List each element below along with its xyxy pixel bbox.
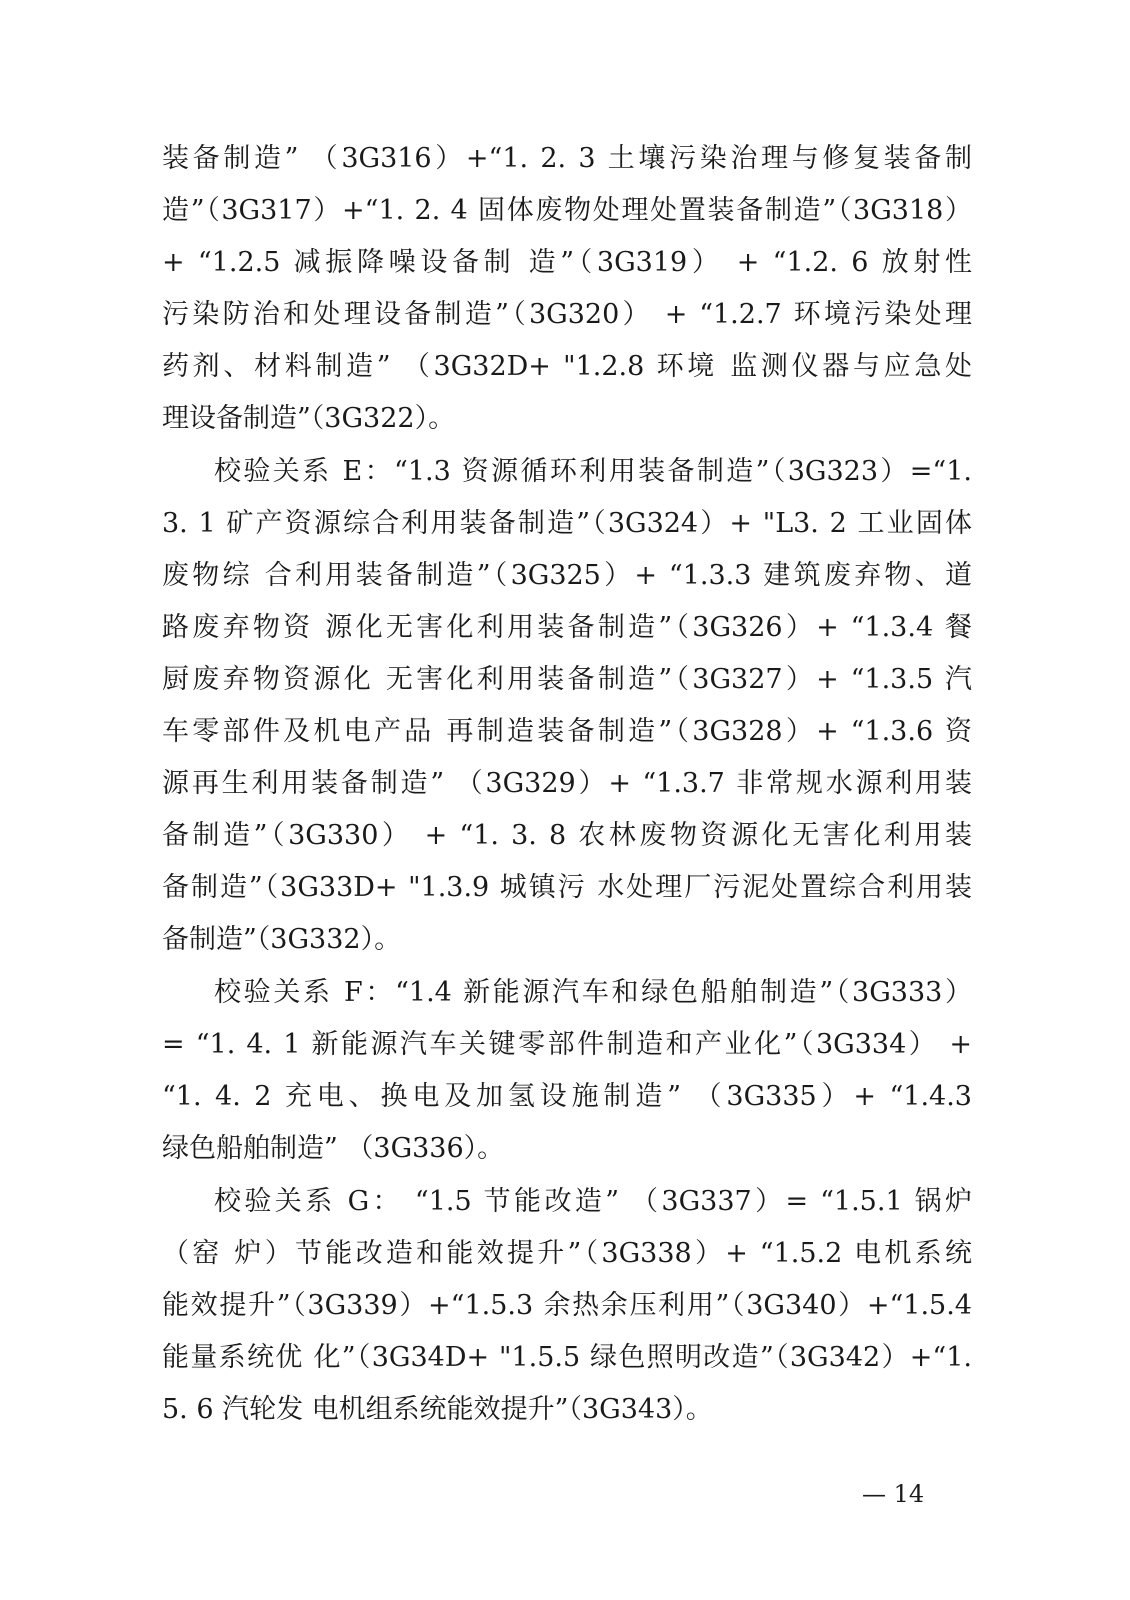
- text-line: 源再生利用装备制造” （3G329）+ “1.3.7 非常规水源利用装: [162, 768, 972, 799]
- text-line: 绿色船舶制造” （3G336）。: [162, 1133, 505, 1164]
- text-line: 校验关系 G： “1.5 节能改造” （3G337）= “1.5.1 锅炉: [214, 1186, 972, 1217]
- text-line: 3. 1 矿产资源综合利用装备制造”（3G324）+ "L3. 2 工业固体: [162, 508, 972, 539]
- text-line: 路废弃物资 源化无害化利用装备制造”（3G326）+ “1.3.4 餐: [162, 612, 972, 643]
- text-line: “1. 4. 2 充电、换电及加氢设施制造” （3G335）+ “1.4.3: [162, 1081, 972, 1112]
- text-line: 装备制造” （3G316）+“1. 2. 3 土壤污染治理与修复装备制: [162, 143, 972, 174]
- text-line: 备制造”（3G33D+ "1.3.9 城镇污 水处理厂污泥处置综合利用装: [162, 872, 972, 903]
- page-number: — 14: [862, 1480, 925, 1508]
- text-line: 理设备制造”（3G322）。: [162, 403, 456, 434]
- text-line: 造”（3G317）+“1. 2. 4 固体废物处理处置装备制造”（3G318）: [162, 195, 972, 226]
- text-line: 校验关系 F：“1.4 新能源汽车和绿色船舶制造”（3G333）: [214, 977, 972, 1008]
- text-line: = “1. 4. 1 新能源汽车关键零部件制造和产业化”（3G334） +: [162, 1029, 972, 1060]
- text-line: 车零部件及机电产品 再制造装备制造”（3G328）+ “1.3.6 资: [162, 716, 972, 747]
- text-line: 能量系统优 化”（3G34D+ "1.5.5 绿色照明改造”（3G342）+“1.: [162, 1342, 972, 1373]
- text-line: 5. 6 汽轮发 电机组系统能效提升”（3G343）。: [162, 1394, 713, 1425]
- text-line: 能效提升”（3G339）+“1.5.3 余热余压利用”（3G340）+“1.5.4: [162, 1290, 972, 1321]
- text-line: 药剂、材料制造” （3G32D+ "1.2.8 环境 监测仪器与应急处: [162, 351, 972, 382]
- text-line: 备制造”（3G330） + “1. 3. 8 农林废物资源化无害化利用装: [162, 820, 972, 851]
- text-line: 厨废弃物资源化 无害化利用装备制造”（3G327）+ “1.3.5 汽: [162, 664, 972, 695]
- text-line: （窑 炉）节能改造和能效提升”（3G338）+ “1.5.2 电机系统: [162, 1238, 972, 1269]
- text-line: 校验关系 E：“1.3 资源循环利用装备制造”（3G323）=“1.: [214, 456, 972, 487]
- text-line: 备制造”（3G332）。: [162, 924, 402, 955]
- text-line: 污染防治和处理设备制造”（3G320） + “1.2.7 环境污染处理: [162, 299, 972, 330]
- text-line: 废物综 合利用装备制造”（3G325）+ “1.3.3 建筑废弃物、道: [162, 560, 972, 591]
- text-line: + “1.2.5 减振降噪设备制 造”（3G319） + “1.2. 6 放射性: [162, 247, 972, 278]
